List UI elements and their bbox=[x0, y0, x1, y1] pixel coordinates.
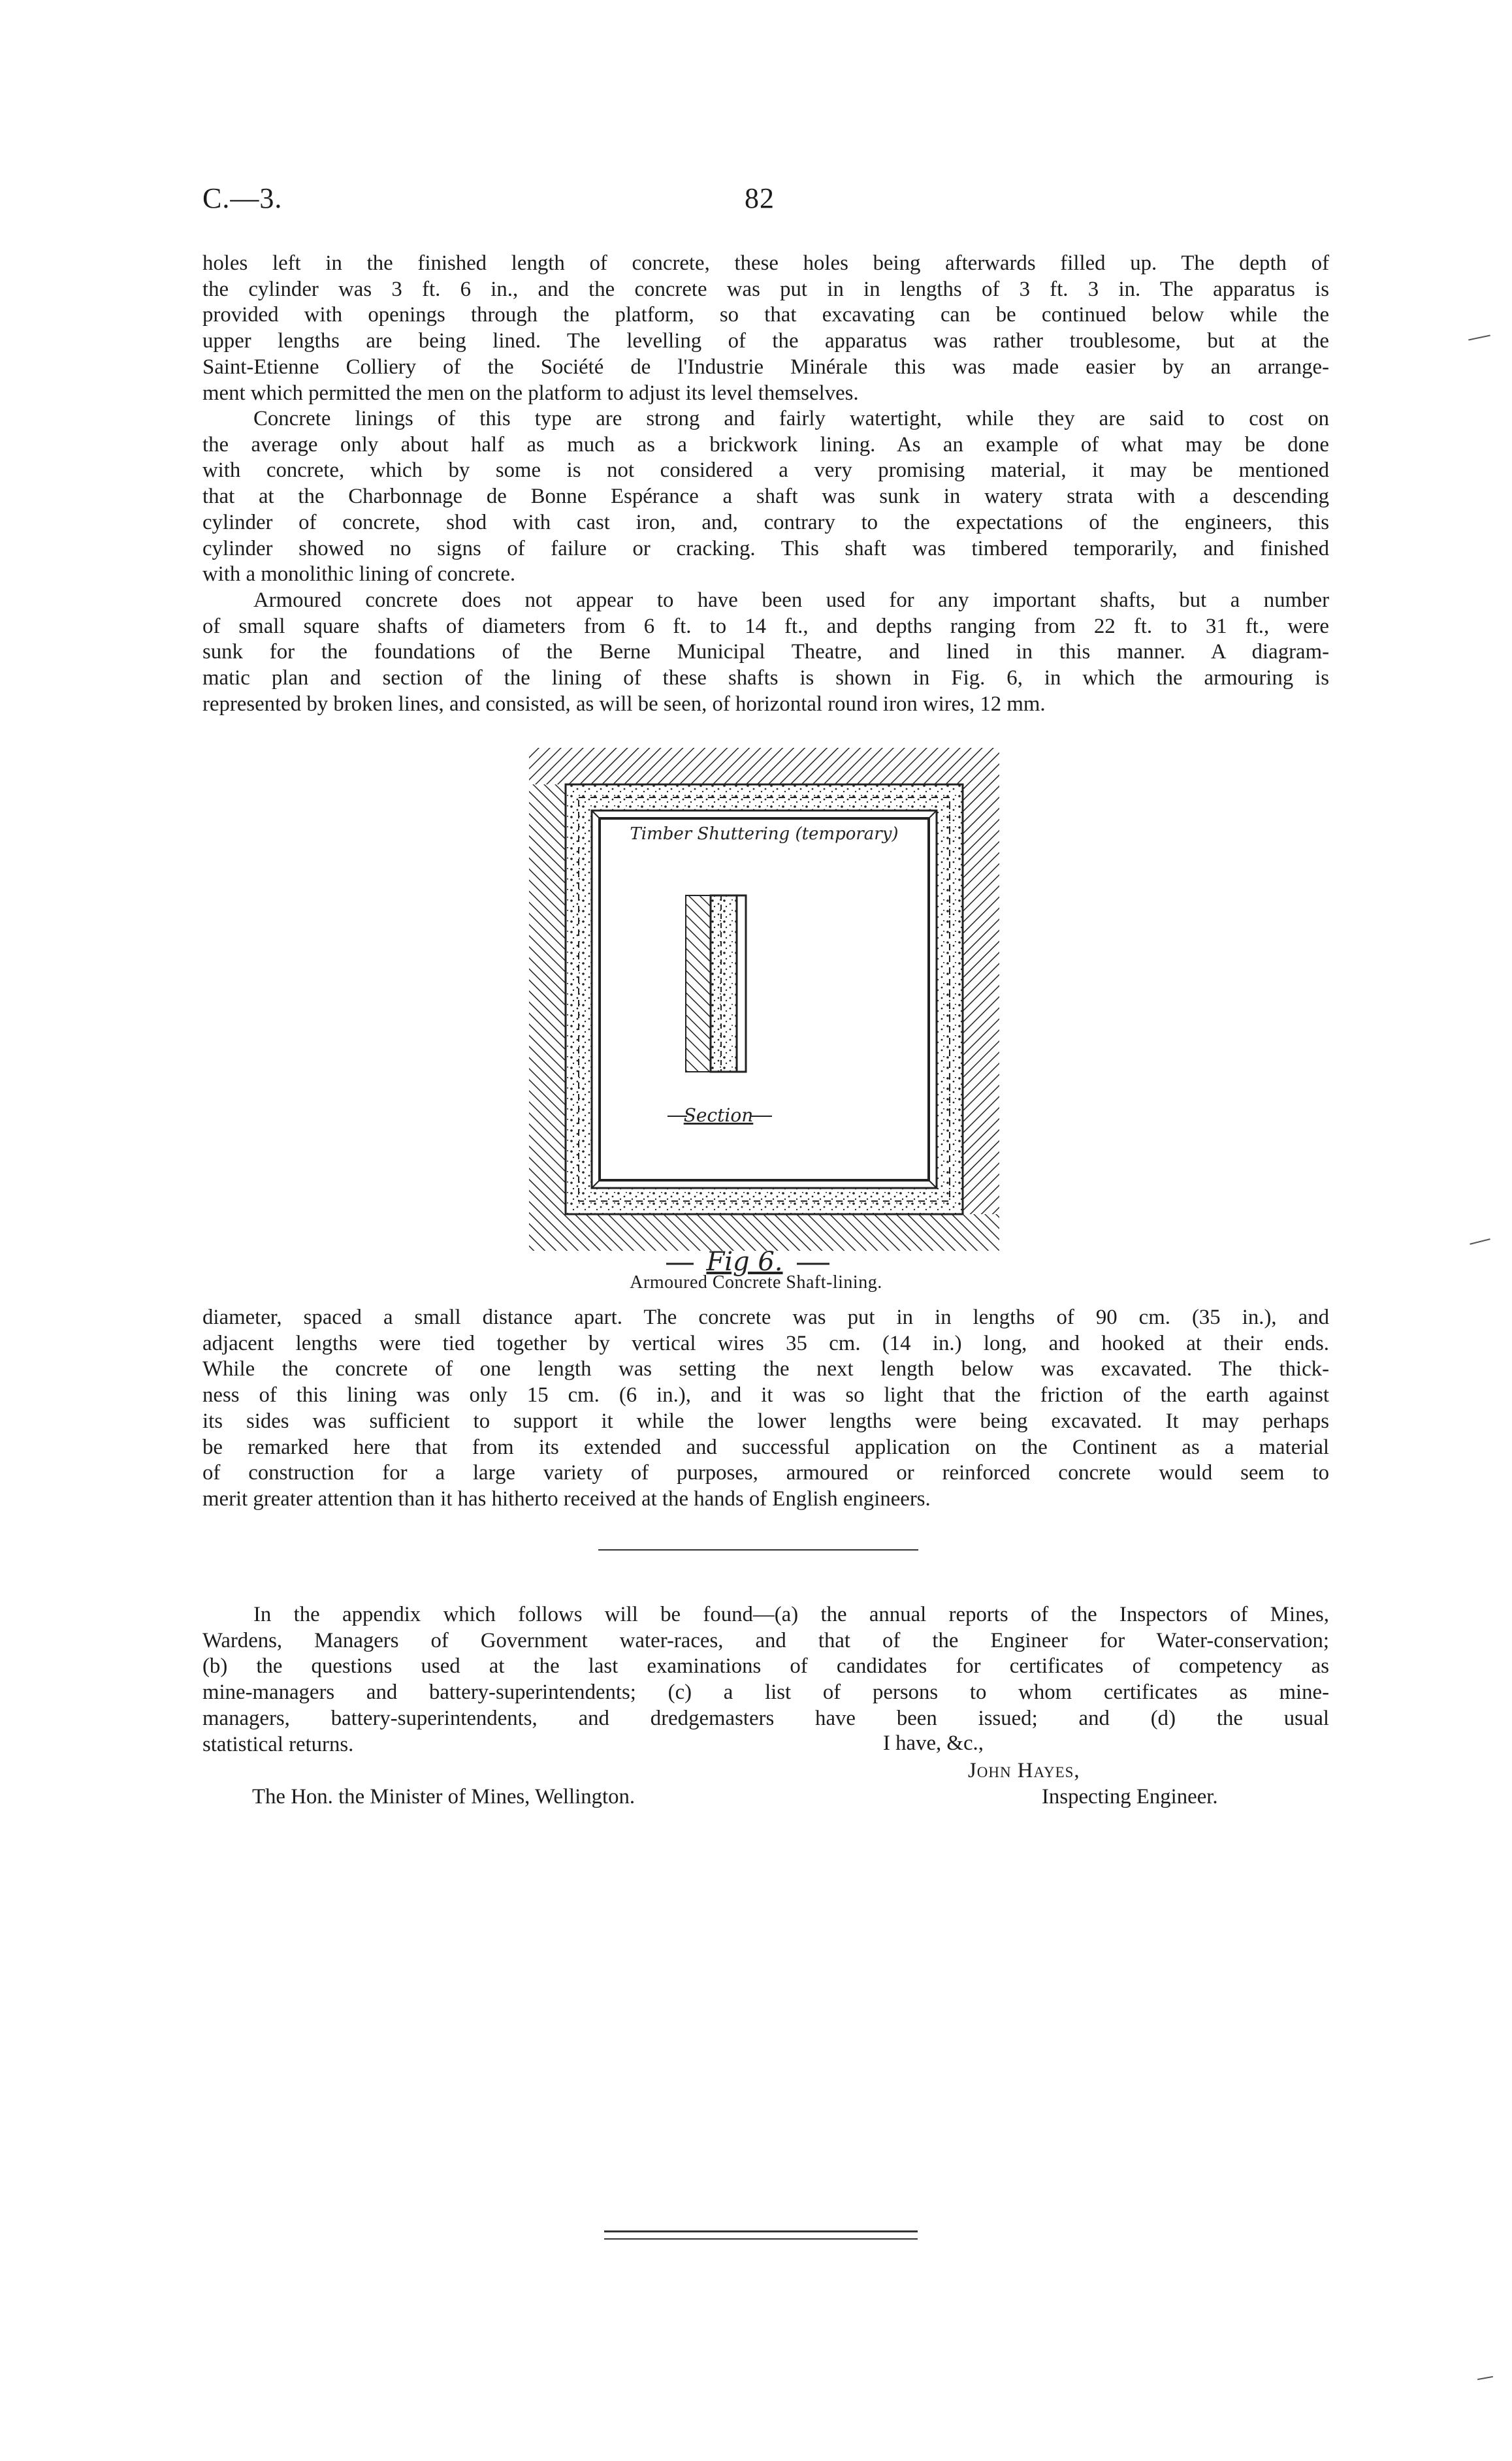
text-line: statistical returns. bbox=[202, 1732, 354, 1756]
signatory-title: Inspecting Engineer. bbox=[1042, 1785, 1218, 1809]
text-line: ment which permitted the men on the platform to adjust its level themselves. bbox=[202, 381, 859, 405]
text-line: Saint-Etienne Colliery of the Société de l'Industrie Minérale this was made easier by an arrange- bbox=[202, 355, 1329, 379]
text-line: its sides was sufficient to support it while the lower lengths were being excavated. It may perhaps bbox=[202, 1409, 1329, 1433]
text-line: cylinder of concrete, shod with cast iron, and, contrary to the expectations of the engineers, this bbox=[202, 510, 1329, 534]
timber-shuttering bbox=[592, 811, 937, 1188]
shuttering-label: Timber Shuttering (temporary) bbox=[630, 824, 899, 844]
text-line: Wardens, Managers of Government water-races, and that of the Engineer for Water-conservation; bbox=[202, 1628, 1329, 1652]
text-line: matic plan and section of the lining of these shafts is shown in Fig. 6, in which the armouring is bbox=[202, 666, 1329, 690]
text-line: ness of this lining was only 15 cm. (6 in.), and it was so light that the friction of the earth against bbox=[202, 1383, 1329, 1407]
paragraph-1 bbox=[202, 251, 1329, 406]
page-number: 82 bbox=[745, 182, 775, 214]
fig-label: Fig 6. bbox=[706, 1247, 783, 1277]
text-line: be remarked here that from its extended and successful application on the Continent as a material bbox=[202, 1435, 1329, 1459]
text-line: Armoured concrete does not appear to have been used for any important shafts, but a number bbox=[253, 588, 1329, 612]
text-line: managers, battery-superintendents, and dredgemasters have been issued; and (d) the usual bbox=[202, 1706, 1329, 1730]
end-rule-top bbox=[604, 2230, 918, 2232]
text-line: cylinder showed no signs of failure or cracking. This shaft was timbered temporarily, and finished bbox=[202, 536, 1329, 560]
addressee: The Hon. the Minister of Mines, Wellington. bbox=[252, 1785, 635, 1809]
text-line: upper lengths are being lined. The levelling of the apparatus was rather troublesome, but at the bbox=[202, 329, 1329, 353]
text-line: holes left in the finished length of concrete, these holes being afterwards filled up. The depth of bbox=[202, 251, 1329, 275]
section-label: Section bbox=[683, 1104, 754, 1126]
text-line: that at the Charbonnage de Bonne Espérance a shaft was sunk in watery strata with a descending bbox=[202, 485, 1329, 509]
text-line: diameter, spaced a small distance apart. The concrete was put in in lengths of 90 cm. (35 in.), and bbox=[202, 1306, 1329, 1329]
text-line: of small square shafts of diameters from 6 ft. to 14 ft., and depths ranging from 22 ft. to 31 ft., were bbox=[202, 614, 1329, 638]
shaft-lining-drawing bbox=[523, 741, 1006, 1277]
figure-6 bbox=[523, 741, 1006, 1277]
figure-caption: Armoured Concrete Shaft-lining. bbox=[630, 1272, 882, 1293]
text-line: (b) the questions used at the last examinations of candidates for certificates of competency as bbox=[202, 1654, 1329, 1679]
text-line: the average only about half as much as a brickwork lining. As an example of what may be done bbox=[202, 432, 1329, 457]
text-line: While the concrete of one length was setting the next length below was excavated. The thick- bbox=[202, 1357, 1329, 1381]
text-line: Concrete linings of this type are strong and fairly watertight, while they are said to cost on bbox=[253, 407, 1329, 430]
text-line: with a monolithic lining of concrete. bbox=[202, 562, 516, 587]
end-rule-bottom bbox=[604, 2238, 918, 2240]
text-line: merit greater attention than it has hitherto received at the hands of English engineers. bbox=[202, 1487, 931, 1511]
text-line: with concrete, which by some is not considered a very promising material, it may be mentioned bbox=[202, 458, 1329, 483]
margin-mark bbox=[1470, 1238, 1490, 1245]
margin-mark bbox=[1477, 2376, 1493, 2380]
margin-mark bbox=[1468, 334, 1490, 340]
section-detail bbox=[686, 895, 746, 1072]
paragraph-2 bbox=[202, 406, 1329, 588]
paragraph-5 bbox=[202, 1602, 1329, 1758]
page-reference: C.—3. bbox=[202, 182, 283, 214]
text-line: provided with openings through the platform, so that excavating can be continued below while the bbox=[202, 303, 1329, 327]
paragraph-4 bbox=[202, 1305, 1329, 1513]
text-line: sunk for the foundations of the Berne Municipal Theatre, and lined in this manner. A diagram- bbox=[202, 640, 1329, 664]
text-line: represented by broken lines, and consisted, as will be seen, of horizontal round iron wires, 12 mm. bbox=[202, 692, 1046, 716]
text-line: of construction for a large variety of purposes, armoured or reinforced concrete would seem to bbox=[202, 1461, 1329, 1485]
salutation: I have, &c., bbox=[883, 1731, 984, 1755]
section-divider bbox=[598, 1549, 918, 1551]
text-line: the cylinder was 3 ft. 6 in., and the concrete was put in in lengths of 3 ft. 3 in. The apparatus is bbox=[202, 277, 1329, 301]
paragraph-3 bbox=[202, 588, 1329, 718]
signatory-name: John Hayes, bbox=[968, 1759, 1080, 1782]
text-line: adjacent lengths were tied together by vertical wires 35 cm. (14 in.) long, and hooked at their ends. bbox=[202, 1331, 1329, 1355]
text-line: mine-managers and battery-superintendents; (c) a list of persons to whom certificates as mine- bbox=[202, 1681, 1329, 1705]
text-line: In the appendix which follows will be found—(a) the annual reports of the Inspectors of Mines, bbox=[253, 1603, 1329, 1626]
